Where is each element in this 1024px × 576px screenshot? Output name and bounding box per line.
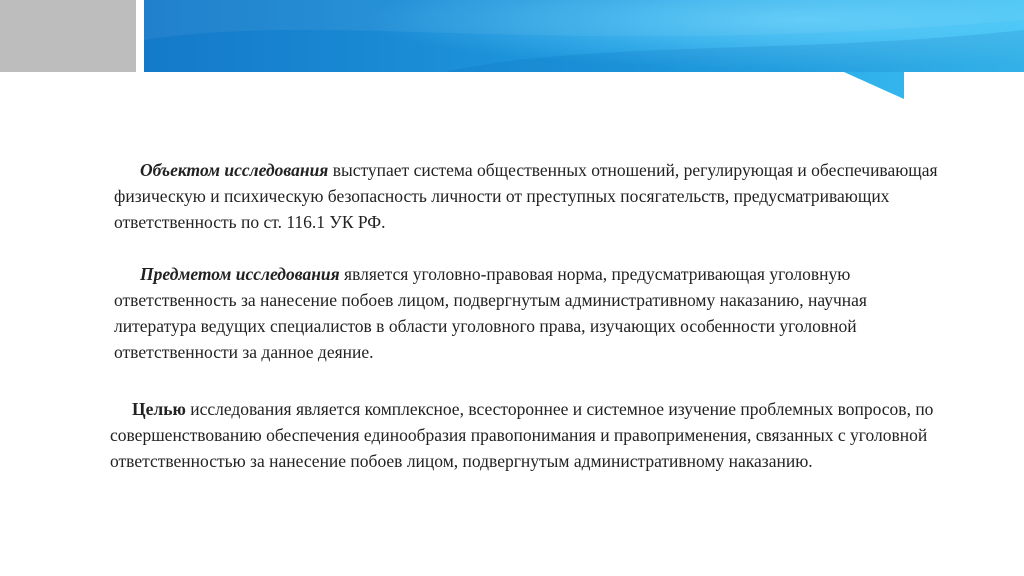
subject-text: является уголовно-правовая норма, предусматривающая уголовную ответственность за нанесение побоев лицом, подвергнутым административному наказанию, научная литература ведущих специалистов в области уголовного права, изучающих особенности уголовной ответственности за данное деяние. <box>114 264 867 362</box>
goal-paragraph <box>110 396 970 474</box>
subject-lead: Предметом исследования <box>140 264 340 284</box>
subject-paragraph <box>114 261 944 365</box>
object-text: выступает система общественных отношений, регулирующая и обеспечивающая физическую и психическую безопасность личности от преступных посягательств, предусматривающих ответственность по ст. 116.1 УК РФ. <box>114 160 938 232</box>
object-paragraph <box>114 157 944 235</box>
goal-text: исследования является комплексное, всестороннее и системное изучение проблемных вопросов, по совершенствованию обеспечения единообразия правопонимания и правоприменения, связанных с уголовной ответственностью за нанесение побоев лицом, подвергнутым административному наказанию. <box>110 399 934 471</box>
goal-lead: Целью <box>132 399 186 419</box>
object-lead: Объектом исследования <box>140 160 329 180</box>
